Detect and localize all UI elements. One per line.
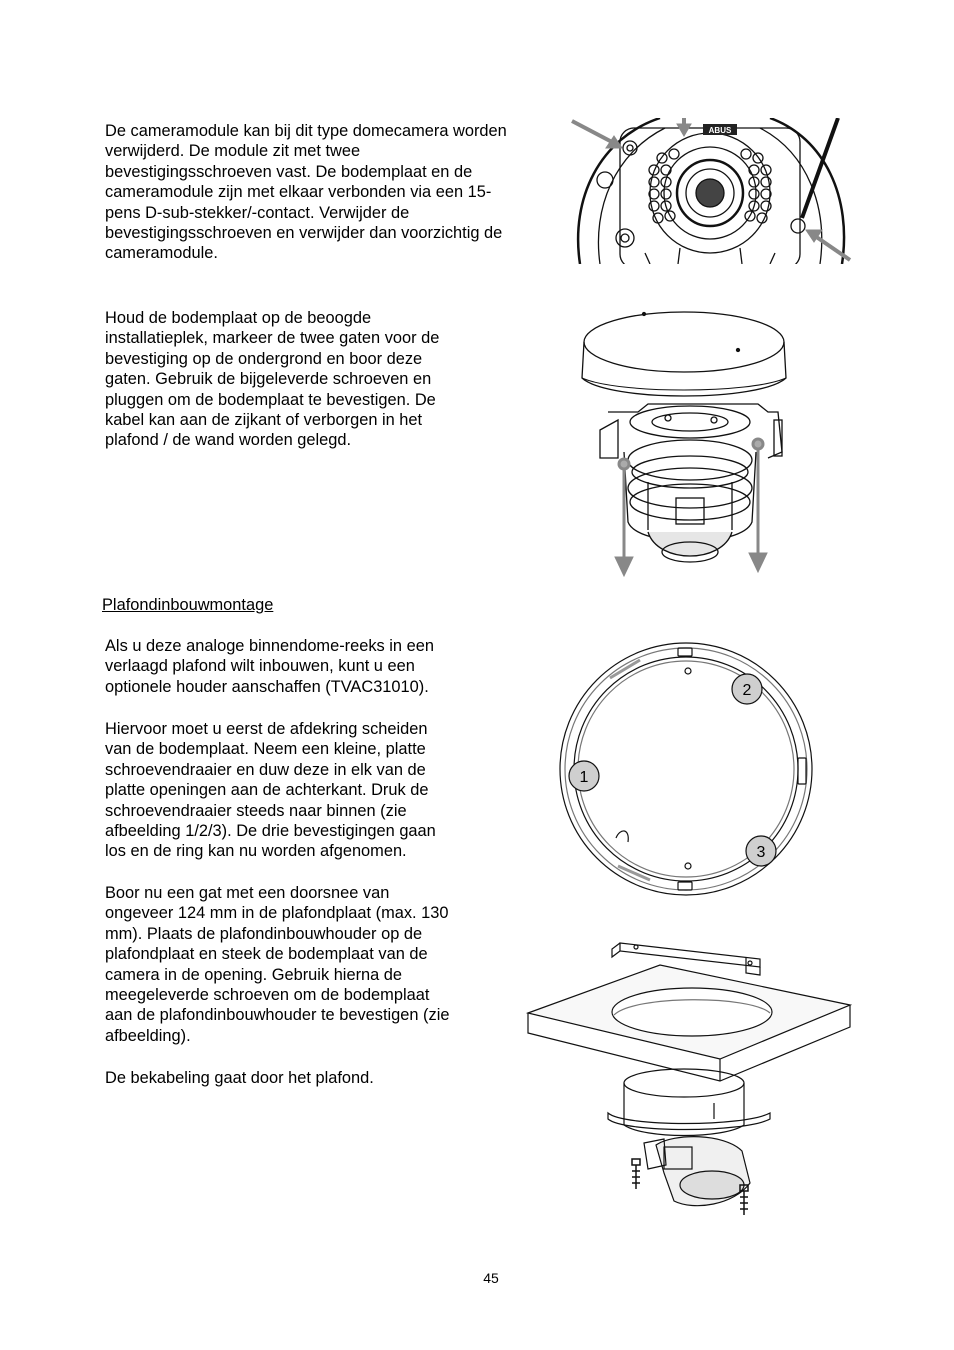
svg-text:2: 2 [742, 682, 752, 699]
paragraph-optional-holder: Als u deze analoge binnendome-reeks in een verlaagd plafond wilt inbouwen, kunt u een optionele houder aanschaffen (TVAC31010). [105, 637, 434, 696]
paragraph-remove-cover-ring: Hiervoor moet u eerst de afdekring scheiden van de bodemplaat. Neem een kleine, platte schroevendraaier en duw deze in elk van de platte openingen aan de achterkant. Druk de schroevendraaier steeds naar binnen (zie afbeelding 1/2/3). De drie bevestigingen gaan los en de ring kan nu worden afgenomen. [105, 720, 436, 861]
paragraph-base-plate-mounting: Houd de bodemplaat op de beoogde installatieplek, markeer de twee gaten voor de bevestiging op de ondergrond en boor deze gaten. Gebruik de bijgeleverde schroeven en pluggen om de bodemplaat te bevestigen. De kabel kan aan de zijkant of verborgen in het plafond / de wand worden gelegd. [105, 309, 440, 450]
camera-module-assembly [600, 404, 782, 562]
abus-logo-text: ABUS [708, 126, 732, 135]
page-number: 45 [483, 1270, 499, 1286]
paragraph-drill-hole: Boor nu een gat met een doorsnee van ongeveer 124 mm in de plafondplaat (max. 130 mm). Plaats de plafondinbouwhouder op de plafondplaat en steek de bodemplaat van de camera in de opening. Gebruik hierna de meegeleverde schroeven om de bodemplaat aan de plafondinbouwhouder te bevestigen (zie afbeelding). [105, 884, 450, 1045]
paragraph-cabling: De bekabeling gaat door het plafond. [105, 1069, 374, 1087]
ceiling-plate [528, 965, 850, 1081]
camera-module-lower [644, 1137, 750, 1206]
section-heading-ceiling-mount: Plafondinbouwmontage [102, 596, 274, 614]
svg-text:3: 3 [756, 844, 766, 861]
dome-cover [582, 312, 786, 396]
figure-cover-ring [558, 638, 814, 900]
figure-ceiling-mount [524, 933, 852, 1219]
base-plate [608, 1069, 770, 1136]
marker-2 [732, 674, 762, 704]
figure-dome-exploded [578, 302, 800, 578]
paragraph-camera-module-removal: De cameramodule kan bij dit type domecamera worden verwijderd. De module zit met twee bevestigingsschroeven vast. De bodemplaat en de cameramodule zijn met elkaar verbonden via een 15- pens D-sub-stekker/-contact. Verwijder de bevestigingsschroeven en verwijder dan voorzichtig de cameramodule. [105, 122, 507, 263]
svg-text:1: 1 [579, 769, 589, 786]
figure-camera-module [570, 118, 852, 264]
marker-1 [569, 761, 599, 791]
marker-3 [746, 836, 776, 866]
